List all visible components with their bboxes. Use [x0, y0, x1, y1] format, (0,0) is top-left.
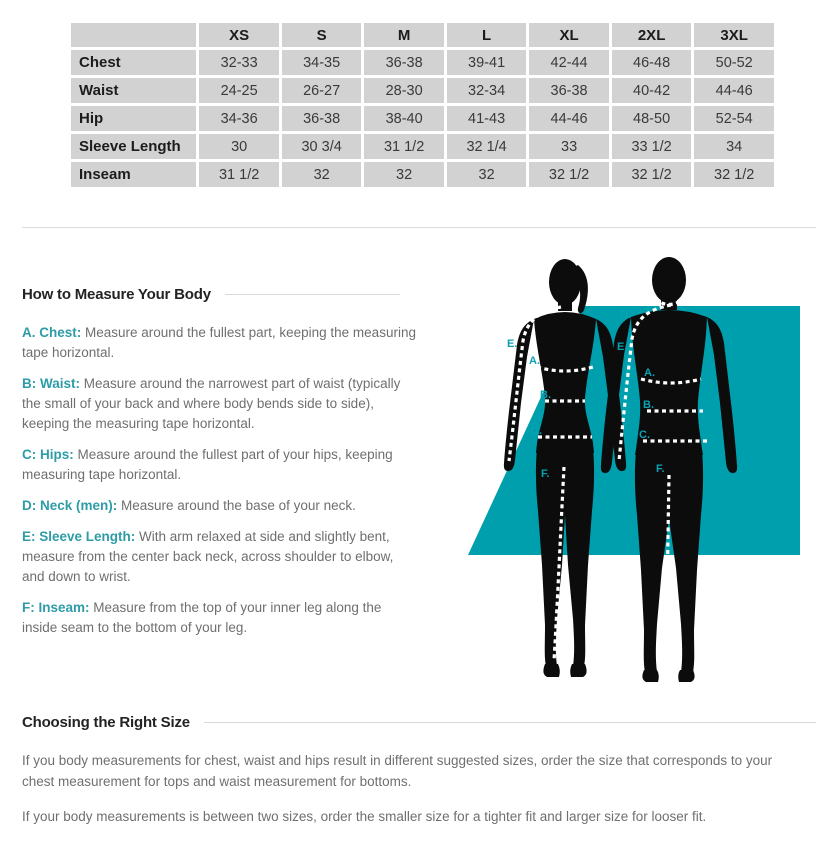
- male-label-sleeve: E.: [617, 341, 628, 353]
- cell-value: 44-46: [694, 78, 774, 103]
- table-row-chest: [71, 50, 774, 75]
- cell-value: 36-38: [364, 50, 443, 75]
- cell-value: 32 1/2: [529, 162, 608, 187]
- cell-value: 33: [529, 134, 608, 159]
- column-header-2xl: 2XL: [612, 23, 692, 47]
- male-label-waist: B.: [643, 399, 654, 411]
- sizing-section-title: Choosing the Right Size: [22, 714, 190, 731]
- cell-value: 34-36: [199, 106, 278, 131]
- male-label-hips: C.: [639, 429, 650, 441]
- row-label-chest: Chest: [71, 50, 196, 75]
- cell-value: 41-43: [447, 106, 526, 131]
- male-label-chest: A.: [644, 367, 655, 379]
- measure-item-sleeve: [22, 527, 418, 587]
- cell-value: 40-42: [612, 78, 692, 103]
- measure-item-sleeve-label: E: Sleeve Length:: [22, 529, 136, 544]
- measure-item-waist: [22, 374, 418, 434]
- cell-value: 32: [282, 162, 361, 187]
- column-header-l: L: [447, 23, 526, 47]
- cell-value: 33 1/2: [612, 134, 692, 159]
- column-header-xl: XL: [529, 23, 608, 47]
- measure-item-inseam-label: F: Inseam:: [22, 600, 90, 615]
- cell-value: 39-41: [447, 50, 526, 75]
- cell-value: 44-46: [529, 106, 608, 131]
- body-measurement-illustration: [457, 253, 810, 685]
- heading-rule: [204, 722, 816, 723]
- cell-value: 30 3/4: [282, 134, 361, 159]
- cell-value: 30: [199, 134, 278, 159]
- column-header-s: S: [282, 23, 361, 47]
- column-header-xs: XS: [199, 23, 278, 47]
- sizing-section-heading: [22, 714, 816, 731]
- cell-value: 32 1/4: [447, 134, 526, 159]
- cell-value: 34: [694, 134, 774, 159]
- corner-cell: [71, 23, 196, 47]
- table-row-sleeve-length: [71, 134, 774, 159]
- cell-value: 28-30: [364, 78, 443, 103]
- cell-value: 32-33: [199, 50, 278, 75]
- cell-value: 38-40: [364, 106, 443, 131]
- cell-value: 34-35: [282, 50, 361, 75]
- cell-value: 42-44: [529, 50, 608, 75]
- cell-value: 31 1/2: [199, 162, 278, 187]
- row-label-hip: Hip: [71, 106, 196, 131]
- measure-item-neck-label: D: Neck (men):: [22, 498, 118, 513]
- female-label-inseam: F.: [541, 468, 550, 480]
- cell-value: 24-25: [199, 78, 278, 103]
- measure-item-chest: [22, 323, 418, 363]
- measure-item-inseam-text: Measure from the top of your inner leg along the inside seam to the bottom of your leg.: [22, 600, 382, 635]
- measure-section-heading: [22, 286, 400, 303]
- measure-item-neck: [22, 496, 418, 516]
- male-label-neck: D.: [620, 309, 631, 321]
- row-label-sleeve-length: Sleeve Length: [71, 134, 196, 159]
- measure-item-hips-label: C: Hips:: [22, 447, 74, 462]
- measure-item-waist-label: B: Waist:: [22, 376, 80, 391]
- measure-item-hips: [22, 445, 418, 485]
- column-header-m: M: [364, 23, 443, 47]
- measure-item-chest-text: Measure around the fullest part, keeping the measuring tape horizontal.: [22, 325, 416, 360]
- male-label-inseam: F.: [656, 463, 665, 475]
- sizing-paragraph-1: If you body measurements for chest, waist and hips result in different suggested sizes, order the size that corresponds to your chest measurement for tops and waist measurement for bottoms.: [22, 753, 773, 789]
- female-label-sleeve: E.: [507, 338, 518, 350]
- cell-value: 32 1/2: [694, 162, 774, 187]
- cell-value: 26-27: [282, 78, 361, 103]
- sizing-paragraphs: [22, 750, 800, 841]
- cell-value: 46-48: [612, 50, 692, 75]
- measure-section-title: How to Measure Your Body: [22, 286, 211, 303]
- cell-value: 50-52: [694, 50, 774, 75]
- section-divider: [22, 227, 816, 228]
- cell-value: 31 1/2: [364, 134, 443, 159]
- cell-value: 48-50: [612, 106, 692, 131]
- measure-item-neck-text: Measure around the base of your neck.: [117, 498, 356, 513]
- table-header-row: [71, 23, 774, 47]
- column-header-3xl: 3XL: [694, 23, 774, 47]
- measure-item-waist-text: Measure around the narrowest part of waist (typically the small of your back and where body bends side to side), keeping the measuring tape horizontal.: [22, 376, 401, 431]
- row-label-inseam: Inseam: [71, 162, 196, 187]
- cell-value: 32-34: [447, 78, 526, 103]
- sizing-paragraph-2: If your body measurements is between two sizes, order the smaller size for a tighter fit and larger size for looser fit.: [22, 809, 707, 824]
- cell-value: 52-54: [694, 106, 774, 131]
- body-measurement-figure: [457, 253, 810, 685]
- cell-value: 36-38: [282, 106, 361, 131]
- row-label-waist: Waist: [71, 78, 196, 103]
- cell-value: 32: [364, 162, 443, 187]
- table-row-waist: [71, 78, 774, 103]
- measure-item-sleeve-text: With arm relaxed at side and slightly bent, measure from the center back neck, across shoulder to elbow, and down to wrist.: [22, 529, 394, 584]
- heading-rule: [225, 294, 400, 295]
- cell-value: 36-38: [529, 78, 608, 103]
- cell-value: 32 1/2: [612, 162, 692, 187]
- measure-item-chest-label: A. Chest:: [22, 325, 82, 340]
- measure-item-inseam: [22, 598, 418, 638]
- size-chart-table: [68, 20, 777, 190]
- cell-value: 32: [447, 162, 526, 187]
- female-label-hips: C.: [531, 425, 542, 437]
- measure-instruction-list: [22, 323, 418, 649]
- table-row-hip: [71, 106, 774, 131]
- measure-item-hips-text: Measure around the fullest part of your hips, keeping measuring tape horizontal.: [22, 447, 393, 482]
- female-label-waist: B.: [540, 389, 551, 401]
- female-label-chest: A.: [529, 355, 540, 367]
- table-row-inseam: [71, 162, 774, 187]
